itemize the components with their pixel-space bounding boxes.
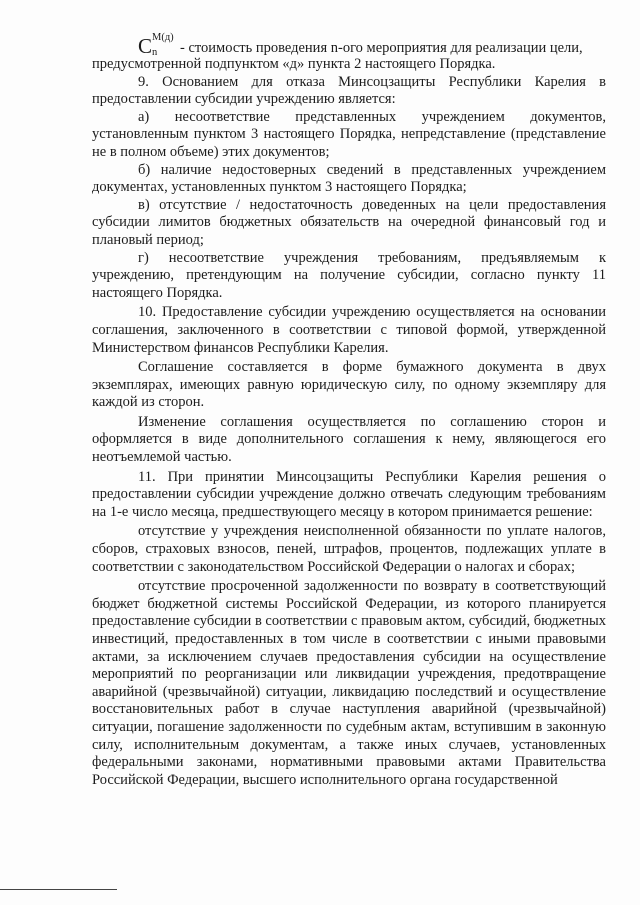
agreement-change-paragraph: Изменение соглашения осуществляется по соглашению сторон и оформляется в виде дополнительного соглашения к нему, являющегося его неотъемлемой частью.	[92, 413, 606, 466]
agreement-form-paragraph: Соглашение составляется в форме бумажного документа в двух экземплярах, имеющих равную юридическую силу, по одному экземпляру для каждой из сторон.	[92, 359, 606, 411]
formula-description: - стоимость проведения n-ого мероприятия для реализации цели,	[180, 40, 583, 56]
clause-9-g: г) несоответствие учреждения требованиям, предъявляемым к учреждению, претендующим на получение субсидии, согласно пункту 11 настоящего Порядка.	[92, 249, 606, 301]
formula-symbol: C	[138, 34, 153, 58]
document-body	[92, 34, 606, 789]
formula-subscript: n	[152, 47, 158, 58]
clause-9-v: в) отсутствие / недостаточность доведенных на цели предоставления субсидии лимитов бюджетных обязательств на очередной финансовый год и плановый период;	[92, 196, 606, 248]
clause-11: 11. При принятии Минсоцзащиты Республики Карелия решения о предоставлении субсидии учреждение должно отвечать следующим требованиям на 1-е число месяца, предшествующего месяцу в котором принимается решение:	[92, 468, 606, 520]
clause-9-a: а) несоответствие представленных учреждением документов, установленным пунктом 3 настоящего Порядка, непредставление (представление не в полном объеме) этих документов;	[92, 108, 606, 160]
formula-line	[92, 34, 606, 56]
clause-9-b: б) наличие недостоверных сведений в представленных учреждением документах, установленных пунктом 3 настоящего Порядка;	[92, 161, 606, 196]
clause-9: 9. Основанием для отказа Минсоцзащиты Республики Карелия в предоставлении субсидии учреждению является:	[92, 73, 606, 108]
clause-10: 10. Предоставление субсидии учреждению осуществляется на основании соглашения, заключенного в соответствии с типовой формой, утвержденной Министерством финансов Республики Карелия.	[92, 304, 606, 356]
requirement-no-overdue-debt: отсутствие просроченной задолженности по возврату в соответствующий бюджет бюджетной системы Российской Федерации, из которого планируется предоставление субсидии в соответствии с правовым актом, субсидий, бюджетных инвестиций, предоставленных в том числе в соответствии с иными правовыми актами, за исключением случаев предоставления субсидии на осуществление мероприятий по реорганизации или ликвидации учреждения, предотвращение аварийной (чрезвычайной) ситуации, ликвидацию последствий и осуществление восстановительных работ в случае наступления аварийной (чрезвычайной) ситуации, погашение задолженности по судебным актам, вступившим в законную силу, исполнительным документам, а также иных случаев, установленных федеральными законами, нормативными правовыми актами Правительства Российской Федерации, высшего исполнительного органа государственной	[92, 578, 606, 788]
paragraph-continuation: предусмотренной подпунктом «д» пункта 2 настоящего Порядка.	[92, 56, 496, 72]
footnote-divider	[0, 889, 117, 890]
formula-superscript: М(д)	[152, 32, 174, 43]
requirement-no-tax-debt: отсутствие у учреждения неисполненной обязанности по уплате налогов, сборов, страховых взносов, пеней, штрафов, процентов, подлежащих уплате в соответствии с законодательством Российской Федерации о налогах и сборах;	[92, 523, 606, 575]
